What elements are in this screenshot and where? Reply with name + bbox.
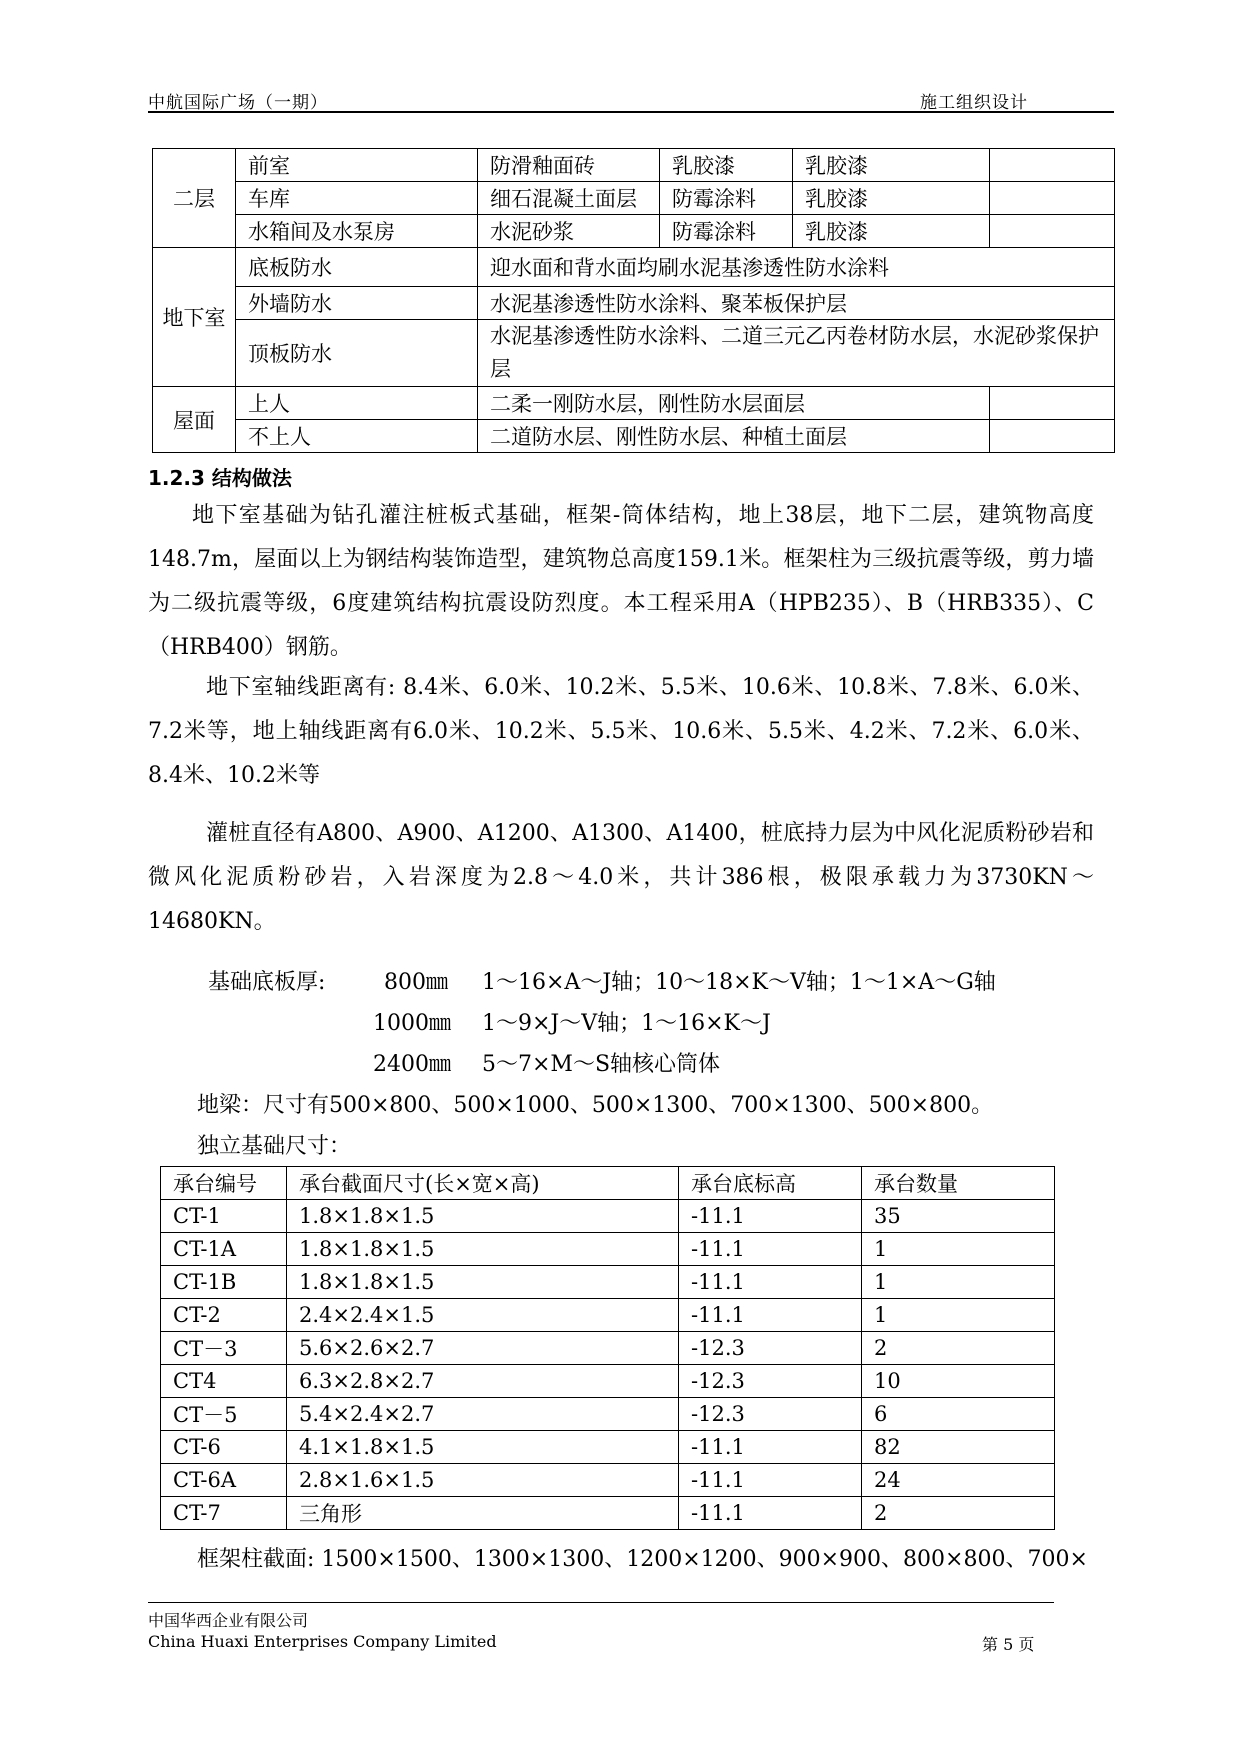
footer-company-en: China Huaxi Enterprises Company Limited	[148, 1632, 497, 1651]
table-row	[153, 387, 1115, 420]
table-cell: 6.3×2.8×2.7	[287, 1365, 679, 1398]
table-cell: 乳胶漆	[660, 149, 793, 182]
table-cell: CT-6A	[161, 1464, 287, 1497]
table-row	[161, 1266, 1055, 1299]
table-cell: 6	[862, 1398, 1055, 1431]
slab-range: 5～7×M～S轴核心筒体	[482, 1052, 721, 1077]
table-cell: 1	[862, 1233, 1055, 1266]
table-cell: 4.1×1.8×1.5	[287, 1431, 679, 1464]
table-cell: -11.1	[679, 1233, 862, 1266]
header-doc-title: 施工组织设计	[920, 93, 1028, 113]
column-section-line: 框架柱截面: 1500×1500、1300×1300、1200×1200、900×900、800×800、700×	[197, 1547, 1088, 1572]
table-cell: CT-7	[161, 1497, 287, 1530]
table-cell: -12.3	[679, 1332, 862, 1365]
table-cell: 二道防水层、刚性防水层、种植土面层	[478, 420, 990, 453]
table-cell: 水泥基渗透性防水涂料、聚苯板保护层	[478, 287, 1115, 320]
table-cell: 1.8×1.8×1.5	[287, 1200, 679, 1233]
table-cell: 2.8×1.6×1.5	[287, 1464, 679, 1497]
table-row	[153, 182, 1115, 215]
table-row	[153, 287, 1115, 320]
table-cell	[990, 215, 1115, 248]
table-cell: -12.3	[679, 1398, 862, 1431]
table-row	[161, 1431, 1055, 1464]
table-cell: -12.3	[679, 1365, 862, 1398]
table-cell: 防霉涂料	[660, 182, 793, 215]
table-cell: -11.1	[679, 1464, 862, 1497]
table-cell: 二柔一刚防水层，刚性防水层面层	[478, 387, 990, 420]
table-cell: 三角形	[287, 1497, 679, 1530]
paragraph-axis-spacing: 地下室轴线距离有: 8.4米、6.0米、10.2米、5.5米、10.6米、10.8米、7.8米、6.0米、7.2米等，地上轴线距离有6.0米、10.2米、5.5米、10.6米、5.5米、4.2米、7.2米、6.0米、8.4米、10.2米等	[148, 675, 1094, 788]
table-cell: 迎水面和背水面均刷水泥基渗透性防水涂料	[478, 248, 1115, 287]
table-cell: CT－3	[161, 1332, 287, 1365]
table-cell: 24	[862, 1464, 1055, 1497]
group-label: 二层	[153, 149, 236, 248]
header-project-name: 中航国际广场（一期）	[148, 93, 328, 113]
pile-cap-table	[160, 1166, 1055, 1530]
footer-company-cn: 中国华西企业有限公司	[148, 1611, 309, 1630]
table-cell: CT-1A	[161, 1233, 287, 1266]
table-cell: 外墙防水	[236, 287, 478, 320]
table-row	[161, 1398, 1055, 1431]
table-row	[161, 1200, 1055, 1233]
group-label: 屋面	[153, 387, 236, 453]
table-cell: 顶板防水	[236, 320, 478, 387]
table-cell: 水箱间及水泵房	[236, 215, 478, 248]
table-row	[161, 1497, 1055, 1530]
table-cell: -11.1	[679, 1200, 862, 1233]
table-cell: 乳胶漆	[793, 149, 990, 182]
slab-range: 1～16×A～J轴；10～18×K～V轴；1～1×A～G轴	[482, 970, 996, 995]
table-cell: -11.1	[679, 1299, 862, 1332]
table-header-row	[161, 1167, 1055, 1200]
table-cell	[990, 420, 1115, 453]
table-cell: 乳胶漆	[793, 182, 990, 215]
paragraph-piles: 灌桩直径有A800、A900、A1200、A1300、A1400，桩底持力层为中风化泥质粉砂岩和微风化泥质粉砂岩，入岩深度为2.8～4.0米，共计386根，极限承载力为3730KN～14680KN。	[148, 821, 1094, 934]
table-cell	[990, 149, 1115, 182]
table-cell: 5.4×2.4×2.7	[287, 1398, 679, 1431]
table-cell: 上人	[236, 387, 478, 420]
table-row	[161, 1365, 1055, 1398]
table-cell: CT-2	[161, 1299, 287, 1332]
table-cell: 细石混凝土面层	[478, 182, 660, 215]
table-row	[161, 1332, 1055, 1365]
slab-thickness: 2400㎜	[373, 1052, 451, 1077]
slab-thickness: 1000㎜	[373, 1011, 451, 1036]
slab-label: 基础底板厚:	[208, 970, 326, 995]
column-header: 承台底标高	[679, 1167, 862, 1200]
section-heading: 1.2.3 结构做法	[148, 466, 292, 490]
table-cell: CT-1	[161, 1200, 287, 1233]
table-cell: CT-1B	[161, 1266, 287, 1299]
table-cell: CT－5	[161, 1398, 287, 1431]
table-cell: 水泥基渗透性防水涂料、二道三元乙丙卷材防水层，水泥砂浆保护层	[478, 320, 1115, 387]
table-cell: 1.8×1.8×1.5	[287, 1266, 679, 1299]
table-cell: CT4	[161, 1365, 287, 1398]
table-cell: 2	[862, 1332, 1055, 1365]
table-cell: -11.1	[679, 1497, 862, 1530]
table-row	[161, 1233, 1055, 1266]
table-cell: 1	[862, 1299, 1055, 1332]
table-cell: 10	[862, 1365, 1055, 1398]
table-cell: 前室	[236, 149, 478, 182]
table-cell: 车库	[236, 182, 478, 215]
column-header: 承台编号	[161, 1167, 287, 1200]
table-row	[153, 248, 1115, 287]
group-label: 地下室	[153, 248, 236, 387]
table-cell	[990, 387, 1115, 420]
table-cell: 1	[862, 1266, 1055, 1299]
table-row	[153, 320, 1115, 387]
isolated-foundation-label: 独立基础尺寸：	[197, 1134, 352, 1159]
table-cell: 不上人	[236, 420, 478, 453]
table-row	[161, 1464, 1055, 1497]
slab-thickness: 800㎜	[384, 970, 448, 995]
table-cell: CT-6	[161, 1431, 287, 1464]
table-cell: 防霉涂料	[660, 215, 793, 248]
table-row	[153, 149, 1115, 182]
table-cell: 2.4×2.4×1.5	[287, 1299, 679, 1332]
table-row	[161, 1299, 1055, 1332]
header-rule	[148, 111, 1114, 113]
table-cell	[990, 182, 1115, 215]
table-cell: 防滑釉面砖	[478, 149, 660, 182]
table-cell: 2	[862, 1497, 1055, 1530]
table-cell: -11.1	[679, 1431, 862, 1464]
table-row	[153, 215, 1115, 248]
table-cell: 1.8×1.8×1.5	[287, 1233, 679, 1266]
table-cell: 水泥砂浆	[478, 215, 660, 248]
table-cell: 5.6×2.6×2.7	[287, 1332, 679, 1365]
table-cell: -11.1	[679, 1266, 862, 1299]
column-header: 承台截面尺寸(长×宽×高)	[287, 1167, 679, 1200]
table-cell: 底板防水	[236, 248, 478, 287]
column-header: 承台数量	[862, 1167, 1055, 1200]
footer-rule	[148, 1602, 1054, 1603]
table-cell: 35	[862, 1200, 1055, 1233]
paragraph-foundation: 地下室基础为钻孔灌注桩板式基础，框架-筒体结构，地上38层，地下二层，建筑物高度148.7m，屋面以上为钢结构装饰造型，建筑物总高度159.1米。框架柱为三级抗震等级，剪力墙为二级抗震等级，6度建筑结构抗震设防烈度。本工程采用A（HPB235）、B（HRB335）、C（HRB400）钢筋。	[148, 503, 1094, 660]
table-cell: 乳胶漆	[793, 215, 990, 248]
slab-range: 1～9×J～V轴；1～16×K～J	[482, 1011, 771, 1036]
table-cell: 82	[862, 1431, 1055, 1464]
ground-beam-line: 地梁：尺寸有500×800、500×1000、500×1300、700×1300、500×800。	[197, 1093, 994, 1118]
page-number: 第 5 页	[982, 1635, 1035, 1654]
table-row	[153, 420, 1115, 453]
finish-table	[152, 148, 1115, 453]
